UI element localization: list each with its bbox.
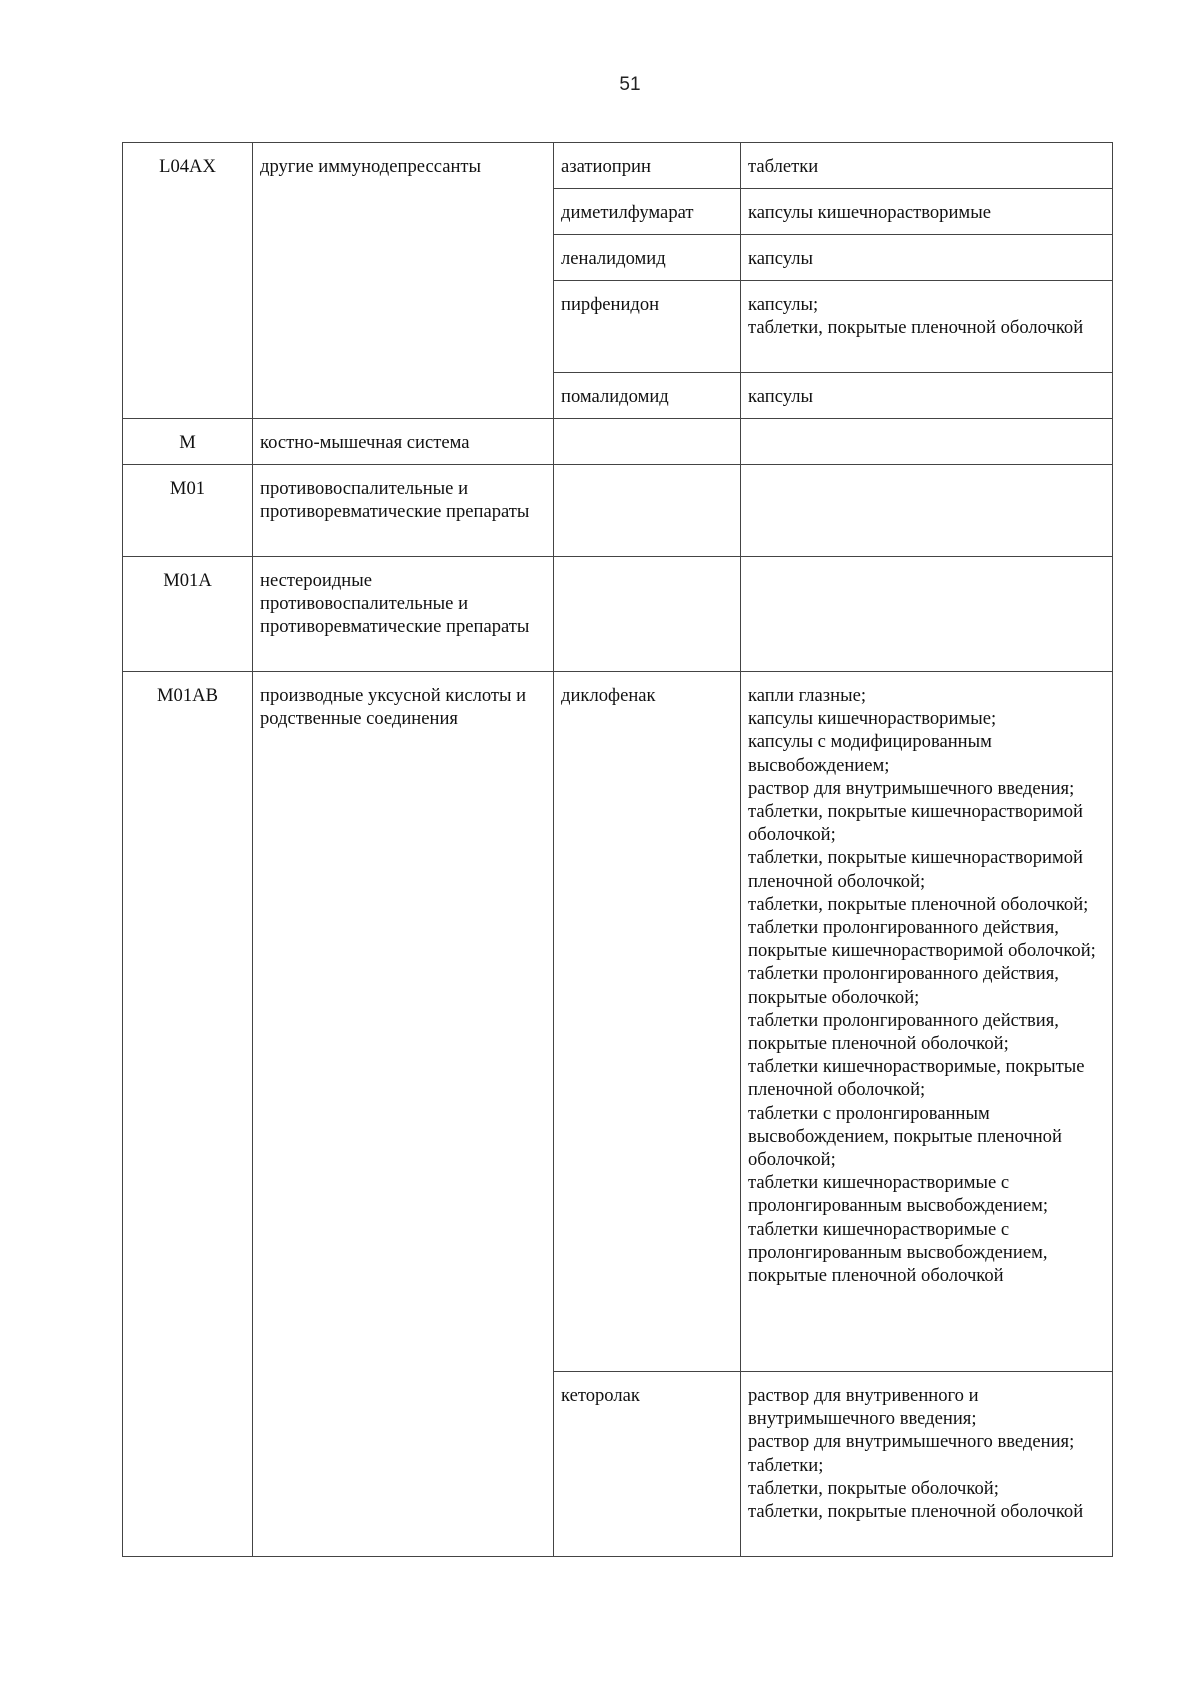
dosage-form-cell: капсулы кишечнорастворимые [741, 189, 1113, 235]
drug-name-cell: кеторолак [554, 1372, 741, 1557]
atc-code-cell: M01 [123, 465, 253, 557]
dosage-form-cell: таблетки [741, 143, 1113, 189]
dosage-form-cell: капли глазные; капсулы кишечнорастворимые; капсулы с модифицированным высвобождением; раствор для внутримышечного введения; таблетки, покрытые кишечнорастворимой оболочкой; таблетки, покрытые кишечнорастворимой пленочной оболочкой; таблетки, покрытые пленочной оболочкой; таблетки пролонгированного действия, покрытые кишечнорастворимой оболочкой; таблетки пролонгированного действия, покрытые оболочкой; таблетки пролонгированного действия, покрытые пленочной оболочкой; таблетки кишечнорастворимые, покрытые пленочной оболочкой; таблетки с пролонгированным высвобождением, покрытые пленочной оболочкой; таблетки кишечнорастворимые с пролонгированным высвобождением; таблетки кишечнорастворимые с пролонгированным высвобождением, покрытые пленочной оболочкой [741, 672, 1113, 1372]
atc-code-cell: M [123, 419, 253, 465]
table-row [123, 143, 1113, 189]
group-name-cell: производные уксусной кислоты и родственные соединения [253, 672, 554, 1557]
dosage-form-cell: раствор для внутривенного и внутримышечного введения; раствор для внутримышечного введения; таблетки; таблетки, покрытые оболочкой; таблетки, покрытые пленочной оболочкой [741, 1372, 1113, 1557]
table-row [123, 465, 1113, 557]
drug-name-cell: диметилфумарат [554, 189, 741, 235]
atc-code-cell: M01A [123, 557, 253, 672]
dosage-form-cell: капсулы; таблетки, покрытые пленочной оболочкой [741, 281, 1113, 373]
group-name-cell: нестероидные противовоспалительные и противоревматические препараты [253, 557, 554, 672]
drug-name-cell: пирфенидон [554, 281, 741, 373]
group-name-cell: противовоспалительные и противоревматические препараты [253, 465, 554, 557]
drug-name-cell [554, 419, 741, 465]
dosage-form-cell [741, 465, 1113, 557]
atc-code-cell: M01AB [123, 672, 253, 1557]
drug-name-cell [554, 465, 741, 557]
drug-name-cell: леналидомид [554, 235, 741, 281]
drug-name-cell: помалидомид [554, 373, 741, 419]
group-name-cell: другие иммунодепрессанты [253, 143, 554, 419]
dosage-form-cell: капсулы [741, 373, 1113, 419]
drug-name-cell: диклофенак [554, 672, 741, 1372]
drug-classification-table [122, 142, 1113, 1557]
atc-code-cell: L04AX [123, 143, 253, 419]
dosage-form-cell [741, 419, 1113, 465]
group-name-cell: костно-мышечная система [253, 419, 554, 465]
drug-name-cell: азатиоприн [554, 143, 741, 189]
table-row [123, 672, 1113, 1372]
dosage-form-cell: капсулы [741, 235, 1113, 281]
dosage-form-cell [741, 557, 1113, 672]
table-row [123, 557, 1113, 672]
drug-name-cell [554, 557, 741, 672]
page-number: 51 [619, 74, 641, 95]
table-row [123, 419, 1113, 465]
